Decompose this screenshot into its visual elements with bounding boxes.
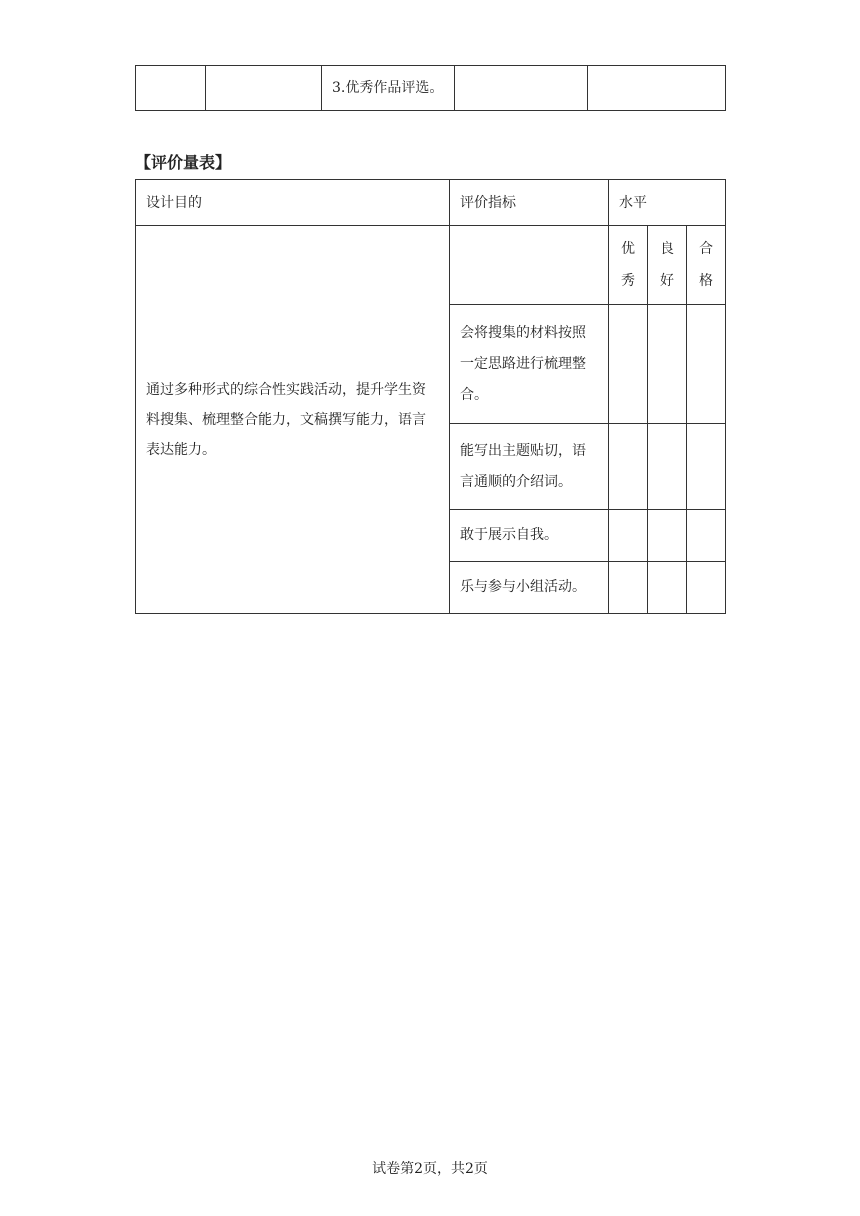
table-cell — [206, 66, 322, 111]
plan-table-continuation — [135, 65, 726, 111]
level-char: 良 — [660, 241, 674, 257]
rating-cell — [648, 424, 687, 510]
rating-cell — [609, 562, 648, 614]
purpose-cell: 通过多种形式的综合性实践活动，提升学生资料搜集、梳理整合能力，文稿撰写能力，语言表达能力。 — [136, 226, 450, 614]
rating-cell — [687, 424, 726, 510]
indicator-cell: 能写出主题贴切，语言通顺的介绍词。 — [450, 424, 609, 510]
header-purpose: 设计目的 — [136, 180, 450, 226]
rating-cell — [648, 510, 687, 562]
rating-cell — [687, 562, 726, 614]
table-cell — [588, 66, 726, 111]
header-indicator: 评价指标 — [450, 180, 609, 226]
rating-cell — [609, 305, 648, 424]
section-heading: 【评价量表】 — [135, 153, 232, 172]
rating-cell — [687, 305, 726, 424]
rating-cell — [648, 562, 687, 614]
level-excellent — [609, 226, 648, 305]
level-char: 优 — [621, 241, 635, 257]
page-footer: 试卷第2页，共2页 — [372, 1161, 488, 1177]
table-row — [136, 226, 726, 305]
indicator-cell: 敢于展示自我。 — [450, 510, 609, 562]
indicator-cell: 会将搜集的材料按照一定思路进行梳理整合。 — [450, 305, 609, 424]
table-row — [136, 66, 726, 111]
level-char: 合 — [699, 241, 713, 257]
level-pass — [687, 226, 726, 305]
table-cell — [455, 66, 588, 111]
level-good — [648, 226, 687, 305]
header-level: 水平 — [609, 180, 726, 226]
level-char: 好 — [660, 273, 674, 289]
level-char: 秀 — [621, 273, 635, 289]
table-header-row — [136, 180, 726, 226]
table-cell — [136, 66, 206, 111]
level-char: 格 — [699, 273, 713, 289]
indicator-cell: 乐与参与小组活动。 — [450, 562, 609, 614]
rating-cell — [687, 510, 726, 562]
rating-cell — [648, 305, 687, 424]
rating-cell — [609, 510, 648, 562]
table-cell — [450, 226, 609, 305]
rating-cell — [609, 424, 648, 510]
table-cell: 3.优秀作品评选。 — [322, 66, 455, 111]
evaluation-rubric-table — [135, 179, 726, 614]
